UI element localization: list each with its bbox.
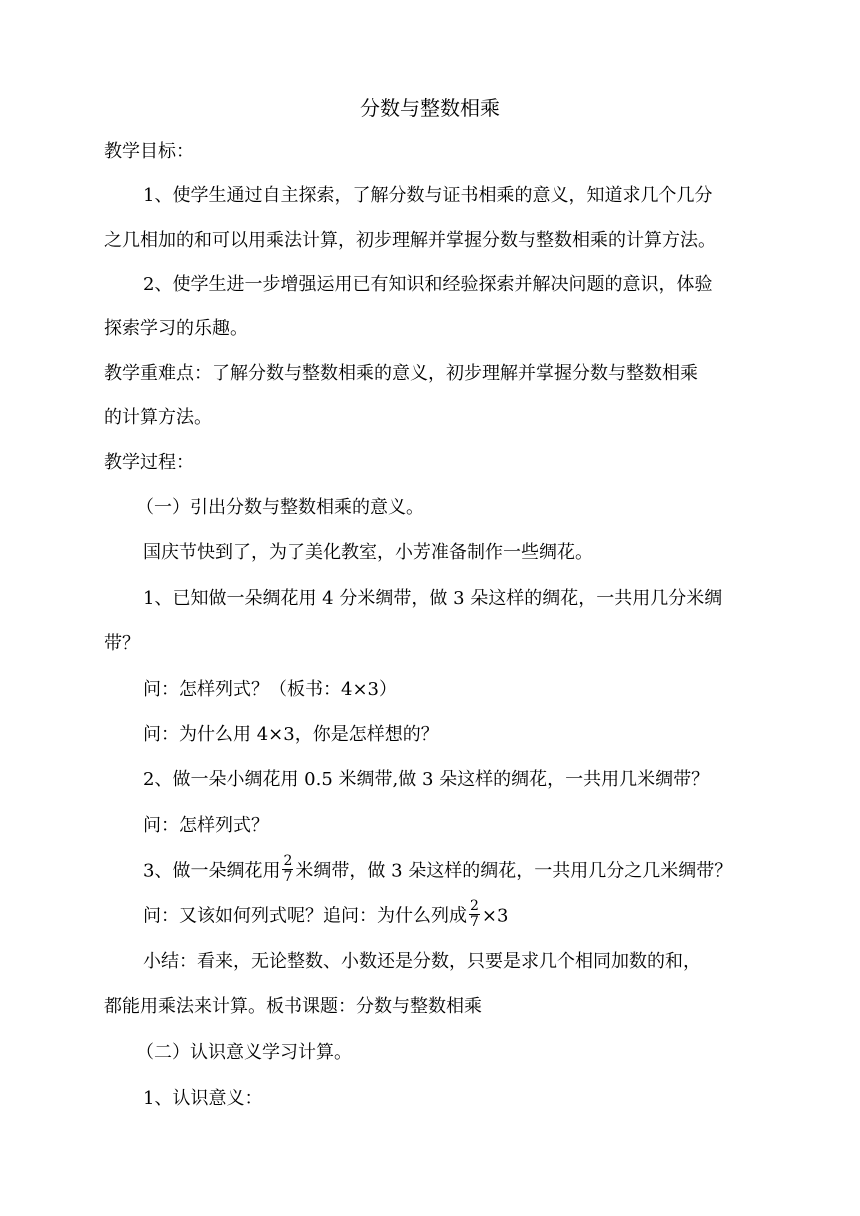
ask-4-end: ×3 [481,905,509,927]
key-points-line-2: 的计算方法。 [104,407,212,428]
objective-2-line-2: 探索学习的乐趣。 [104,318,248,339]
section-1-heading: （一）引出分数与整数相乘的意义。 [136,497,424,518]
intro-paragraph: 国庆节快到了，为了美化教室，小芳准备制作一些绸花。 [143,542,593,563]
section-2-heading: （二）认识意义学习计算。 [136,1042,352,1063]
document-title: 分数与整数相乘 [360,96,500,120]
question-1-line-1: 1、已知做一朵绸花用 4 分米绸带，做 3 朵这样的绸花，一共用几分米绸 [143,588,723,609]
fraction-two-sevenths [282,854,293,885]
objectives-heading: 教学目标： [104,141,194,162]
objective-1-line-1: 1、使学生通过自主探索，了解分数与证书相乘的意义，知道求几个几分 [143,185,713,206]
ask-3: 问：怎样列式？ [143,815,269,836]
item-1-heading: 1、认识意义： [143,1088,263,1109]
summary-line-2: 都能用乘法来计算。板书课题：分数与整数相乘 [104,996,482,1017]
objective-2-line-1: 2、使学生进一步增强运用已有知识和经验探索并解决问题的意识，体验 [143,274,713,295]
question-1-line-2: 带？ [104,633,140,654]
question-3 [143,853,733,887]
fraction-numerator: 2 [283,853,293,869]
process-heading: 教学过程： [104,452,194,473]
fraction-numerator: 2 [470,898,479,914]
ask-4 [143,898,509,932]
question-3-end: 米绸带，做 3 朵这样的绸花，一共用几分之几米绸带？ [295,860,733,882]
summary-line-1: 小结：看来，无论整数、小数还是分数，只要是求几个相同加数的和， [143,951,701,972]
fraction-two-sevenths [469,899,480,930]
objective-1-line-2: 之几相加的和可以用乘法计算，初步理解并掌握分数与整数相乘的计算方法。 [104,230,716,251]
ask-2: 问：为什么用 4×3，你是怎样想的？ [143,724,439,745]
question-3-start: 3、做一朵绸花用 [143,860,281,882]
fraction-denominator: 7 [283,869,293,885]
ask-1: 问：怎样列式？（板书：4×3） [143,679,397,700]
ask-4-start: 问：又该如何列式呢？追问：为什么列成 [143,905,467,927]
fraction-denominator: 7 [470,914,479,930]
key-points-line-1: 教学重难点：了解分数与整数相乘的意义，初步理解并掌握分数与整数相乘 [104,363,698,384]
question-2: 2、做一朵小绸花用 0.5 米绸带,做 3 朵这样的绸花，一共用几米绸带？ [143,769,710,790]
